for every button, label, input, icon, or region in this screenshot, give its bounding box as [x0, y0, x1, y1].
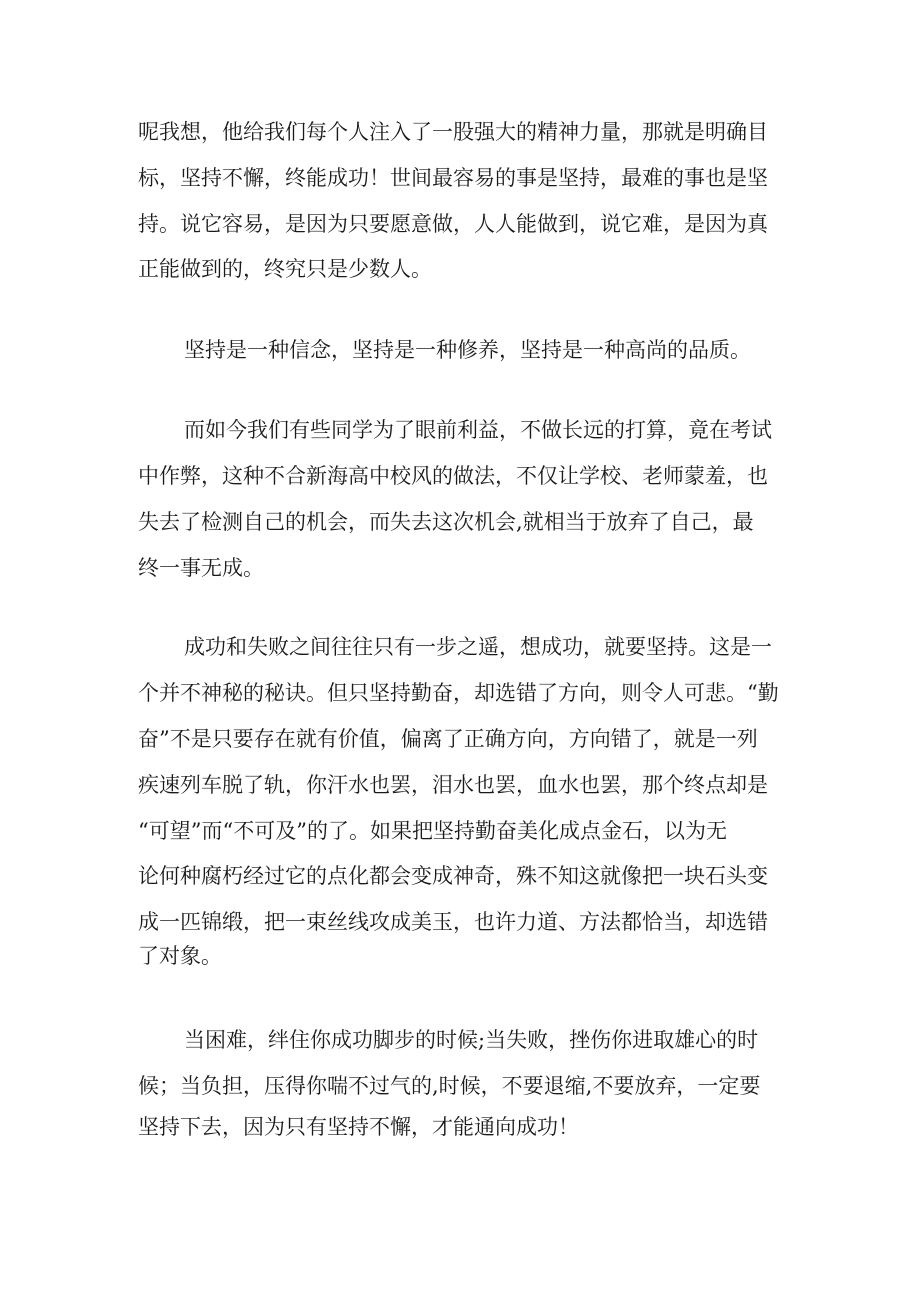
paragraph-1-line-3: 持。说它容易，是因为只要愿意做，人人能做到，说它难，是因为真: [138, 212, 768, 236]
paragraph-3-line-2: 中作弊，这种不合新海高中校风的做法，不仅让学校、老师蒙羞，也: [138, 464, 768, 488]
paragraph-1-line-1: 呢我想，他给我们每个人注入了一股强大的精神力量，那就是明确目: [138, 120, 768, 144]
paragraph-4-line-4: 疾速列车脱了轨，你汗水也罢，泪水也罢，血水也罢，那个终点却是: [138, 773, 768, 797]
paragraph-4-line-3: 奋”不是只要存在就有价值，偏离了正确方向，方向错了，就是一列: [138, 727, 758, 751]
paragraph-4-line-6: 论何种腐朽经过它的点化都会变成神奇，殊不知这就像把一块石头变: [138, 864, 768, 888]
paragraph-4-line-8: 了对象。: [138, 944, 222, 968]
paragraph-5-line-2: 候；当负担，压得你喘不过气的,时候，不要退缩,不要放弃，一定要: [138, 1074, 761, 1098]
paragraph-3-line-4: 终一事无成。: [138, 556, 264, 580]
paragraph-5-line-3: 坚持下去，因为只有坚持不懈，才能通向成功！: [138, 1115, 579, 1139]
paragraph-3-line-3: 失去了检测自己的机会，而失去这次机会,就相当于放弃了自己，最: [138, 510, 754, 534]
paragraph-4-line-7: 成一匹锦缎，把一束丝线攻成美玉，也许力道、方法都恰当，却选错: [138, 910, 768, 934]
paragraph-4-line-5: “可望”而“不可及”的了。如果把坚持勤奋美化成点金石，以为无: [138, 819, 727, 843]
paragraph-3-line-1: 而如今我们有些同学为了眼前利益，不做长远的打算，竟在考试: [184, 418, 772, 442]
paragraph-4-line-1: 成功和失败之间往往只有一步之遥，想成功，就要坚持。这是一: [184, 635, 772, 659]
paragraph-1-line-2: 标，坚持不懈，终能成功！世间最容易的事是坚持，最难的事也是坚: [138, 166, 768, 190]
paragraph-4-line-2: 个并不神秘的秘诀。但只坚持勤奋，却选错了方向，则令人可悲。“勤: [138, 681, 779, 705]
paragraph-1-line-4: 正能做到的，终究只是少数人。: [138, 257, 432, 281]
paragraph-5-line-1: 当困难，绊住你成功脚步的时候;当失败，挫伤你进取雄心的时: [184, 1028, 759, 1052]
paragraph-2-line-1: 坚持是一种信念，坚持是一种修养，坚持是一种高尚的品质。: [184, 338, 751, 362]
